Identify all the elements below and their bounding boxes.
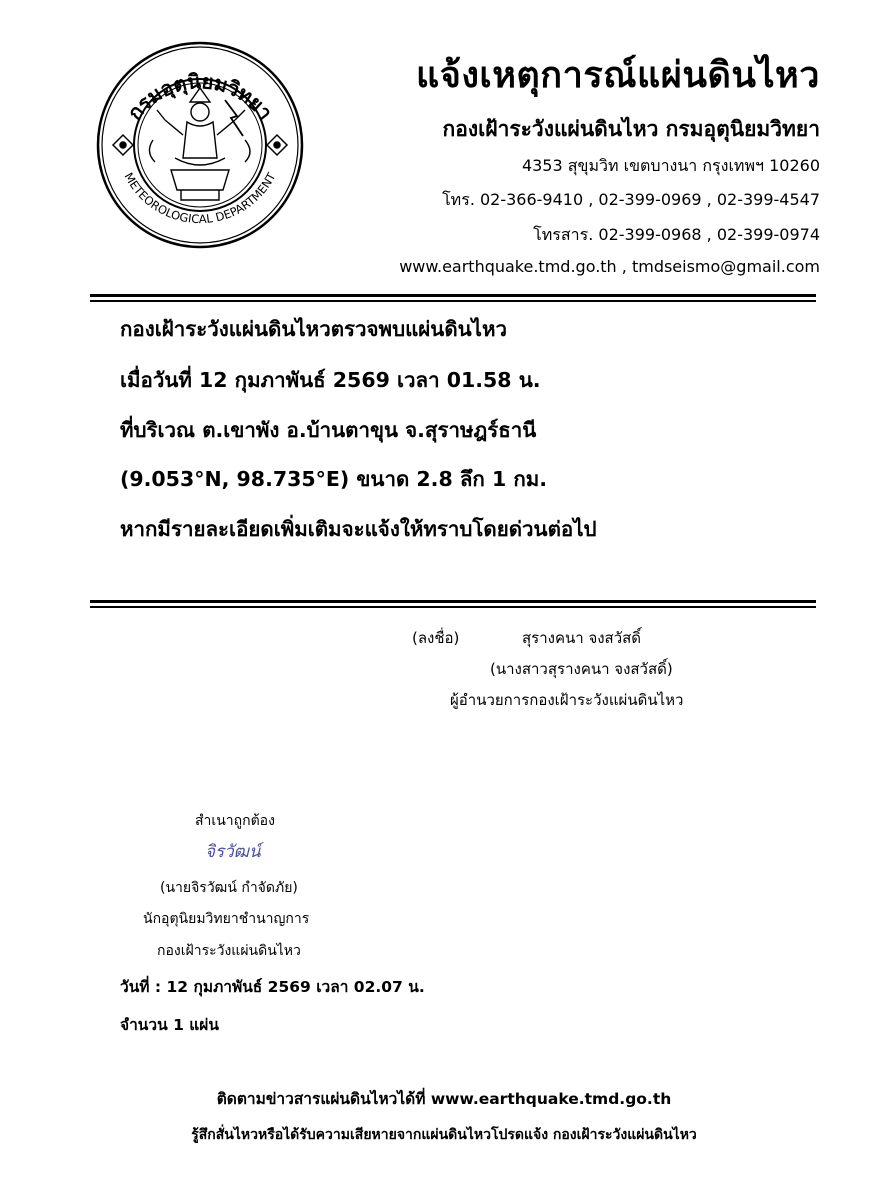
- svg-text:กรมอุตุนิยมวิทยา: [122, 69, 277, 124]
- report-line-3: ที่บริเวณ ต.เขาพัง อ.บ้านตาขุน จ.สุราษฎร์ธานี: [120, 418, 537, 442]
- signatory-full-name: (นางสาวสุรางคนา จงสวัสดิ์): [490, 660, 673, 678]
- report-line-4: (9.053°N, 98.735°E) ขนาด 2.8 ลึก 1 กม.: [120, 467, 548, 491]
- website-email: www.earthquake.tmd.go.th , tmdseismo@gmail.com: [399, 257, 820, 276]
- phone-numbers: โทร. 02-366-9410 , 02-399-0969 , 02-399-4547: [442, 190, 820, 209]
- issue-date: วันที่ : 12 กุมภาพันธ์ 2569 เวลา 02.07 น.: [120, 978, 425, 996]
- footer-follow: ติดตามข่าวสารแผ่นดินไหวได้ที่ www.earthquake.tmd.go.th: [216, 1090, 672, 1108]
- page-count: จำนวน 1 แผ่น: [120, 1016, 219, 1034]
- certifier-position: นักอุตุนิยมวิทยาชำนาญการ: [143, 911, 310, 927]
- sign-label: (ลงชื่อ): [412, 629, 460, 647]
- logo-text-top: กรมอุตุนิยมวิทยา: [122, 69, 278, 125]
- fax-numbers: โทรสาร. 02-399-0968 , 02-399-0974: [533, 225, 820, 244]
- signed-name: สุรางคนา จงสวัสดิ์: [522, 629, 642, 647]
- footer-report-notice: รู้สึกสั่นไหวหรือได้รับความเสียหายจากแผ่นดินไหวโปรดแจ้ง กองเฝ้าระวังแผ่นดินไหว: [191, 1127, 697, 1143]
- certified-label: สำเนาถูกต้อง: [195, 813, 275, 829]
- tmd-logo: [95, 40, 305, 250]
- signatory-position: ผู้อำนวยการกองเฝ้าระวังแผ่นดินไหว: [450, 691, 684, 709]
- department-name: กองเฝ้าระวังแผ่นดินไหว กรมอุตุนิยมวิทยา: [442, 117, 820, 141]
- logo-text-bottom: METEOROLOGICAL DEPARTMENT: [121, 170, 279, 227]
- bottom-divider: [90, 600, 816, 608]
- certifier-name: (นายจิรวัฒน์ กำจัดภัย): [160, 880, 298, 896]
- document-title: แจ้งเหตุการณ์แผ่นดินไหว: [416, 55, 820, 96]
- report-line-2: เมื่อวันที่ 12 กุมภาพันธ์ 2569 เวลา 01.58 น.: [120, 368, 541, 392]
- report-line-5: หากมีรายละเอียดเพิ่มเติมจะแจ้งให้ทราบโดยด่วนต่อไป: [120, 517, 597, 541]
- address: 4353 สุขุมวิท เขตบางนา กรุงเทพฯ 10260: [521, 156, 820, 175]
- top-divider: [90, 294, 816, 302]
- svg-text:METEOROLOGICAL DEPARTMENT: [122, 169, 279, 226]
- certifier-division: กองเฝ้าระวังแผ่นดินไหว: [157, 943, 301, 959]
- report-line-1: กองเฝ้าระวังแผ่นดินไหวตรวจพบแผ่นดินไหว: [120, 317, 507, 341]
- handwritten-signature: จิรวัฒน์: [205, 842, 261, 862]
